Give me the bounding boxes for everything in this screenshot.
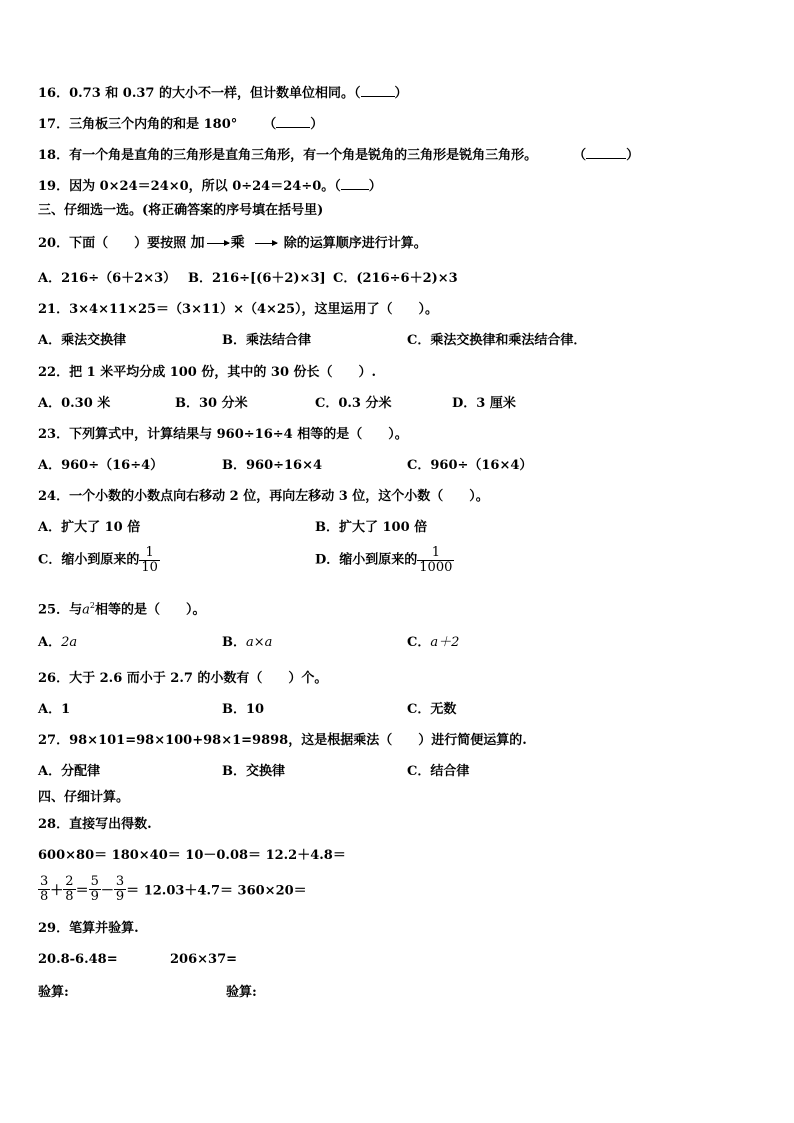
q29-expression-1: 20.8-6.48= bbox=[38, 952, 118, 967]
answer-blank[interactable] bbox=[341, 177, 369, 190]
fraction: $\frac{1}{10}$ bbox=[141, 545, 158, 575]
q26-option-b[interactable]: B．10 bbox=[222, 702, 265, 717]
q25-option-b[interactable]: B．a×a bbox=[222, 635, 273, 650]
question-22: 22．把 1 米平均分成 100 份，其中的 30 份长（ ）. bbox=[38, 365, 377, 380]
question-18: 18．有一个角是直角的三角形是直角三角形，有一个角是锐角的三角形是锐角三角形。 （ ） bbox=[38, 148, 640, 163]
q27-option-a[interactable]: A．分配律 bbox=[38, 764, 101, 779]
question-16: 16．0.73 和 0.37 的大小不一样，但计数单位相同。（ ） bbox=[38, 86, 408, 101]
question-17: 17．三角板三个内角的和是 180° （ ） bbox=[38, 117, 324, 132]
question-24: 24．一个小数的小数点向右移动 2 位，再向左移动 3 位，这个小数（ ）。 bbox=[38, 489, 489, 504]
question-23: 23．下列算式中，计算结果与 960÷16÷4 相等的是（ ）。 bbox=[38, 427, 408, 442]
q25-option-a[interactable]: A．2a bbox=[38, 635, 78, 650]
question-27: 27．98×101=98×100+98×1=9898，这是根据乘法（ ）进行简便运算的. bbox=[38, 733, 527, 748]
fraction: $\frac{3}{9}$ bbox=[115, 874, 125, 904]
fraction: $\frac{1}{1000}$ bbox=[419, 545, 453, 575]
q22-option-c[interactable]: C．0.3 分米 bbox=[315, 396, 392, 411]
q26-option-c[interactable]: C．无数 bbox=[407, 702, 457, 717]
arrow-icon bbox=[255, 243, 277, 244]
q29-expression-2: 206×37= bbox=[170, 952, 238, 967]
q24-option-a[interactable]: A．扩大了 10 倍 bbox=[38, 520, 141, 535]
q27-option-c[interactable]: C．结合律 bbox=[407, 764, 470, 779]
q22-option-d[interactable]: D．3 厘米 bbox=[452, 396, 516, 411]
q28-row-1: 600×80＝ 180×40＝ 10－0.08＝ 12.2＋4.8＝ bbox=[38, 848, 346, 863]
answer-blank[interactable] bbox=[586, 146, 626, 159]
q27-option-b[interactable]: B．交换律 bbox=[222, 764, 285, 779]
q29-check-label-1: 验算: bbox=[38, 985, 69, 1000]
operation-order-diagram: 加 乘 bbox=[191, 235, 280, 252]
q21-option-c[interactable]: C．乘法交换律和乘法结合律． bbox=[407, 333, 587, 348]
q21-option-b[interactable]: B．乘法结合律 bbox=[222, 333, 311, 348]
q24-option-b[interactable]: B．扩大了 100 倍 bbox=[315, 520, 428, 535]
q21-option-a[interactable]: A．乘法交换律 bbox=[38, 333, 127, 348]
question-29: 29．笔算并验算. bbox=[38, 921, 139, 936]
question-28: 28．直接写出得数. bbox=[38, 817, 152, 832]
question-21: 21．3×4×11×25＝（3×11）×（4×25），这里运用了（ ）。 bbox=[38, 302, 438, 317]
q22-option-a[interactable]: A．0.30 米 bbox=[38, 396, 111, 411]
answer-blank[interactable] bbox=[361, 84, 395, 97]
question-20: 20．下面（ ）要按照 加 乘 除的运算顺序进行计算。 bbox=[38, 235, 427, 251]
fraction: $\frac{3}{8}$ bbox=[40, 874, 49, 904]
q20-option-b[interactable]: B．216÷[(6＋2)×3] bbox=[188, 271, 326, 286]
q26-option-a[interactable]: A．1 bbox=[38, 702, 71, 717]
q20-option-c[interactable]: C．(216÷6＋2)×3 bbox=[333, 271, 458, 286]
q24-option-c[interactable]: C．缩小到原来的 $\frac{1}{10}$ bbox=[38, 545, 158, 575]
section-4-heading: 四、仔细计算。 bbox=[38, 790, 130, 805]
question-19: 19．因为 0×24＝24×0，所以 0÷24＝24÷0。（ ） bbox=[38, 179, 382, 194]
answer-blank[interactable] bbox=[276, 115, 310, 128]
q22-option-b[interactable]: B．30 分米 bbox=[175, 396, 248, 411]
q24-option-d[interactable]: D．缩小到原来的 $\frac{1}{1000}$ bbox=[315, 545, 453, 575]
q28-row-2: $\frac{3}{8}$ ＋ $\frac{2}{8}$ ＝ $\frac{5}{9}$ － $\frac{3}{9}$ ＝ 12.03＋4.7＝ 360×20＝ bbox=[40, 874, 307, 904]
fraction: $\frac{5}{9}$ bbox=[90, 874, 99, 904]
q29-check-label-2: 验算: bbox=[226, 985, 257, 1000]
section-3-heading: 三、仔细选一选。(将正确答案的序号填在括号里) bbox=[38, 203, 324, 218]
question-26: 26．大于 2.6 而小于 2.7 的小数有（ ）个。 bbox=[38, 671, 328, 686]
q23-option-a[interactable]: A．960÷（16÷4） bbox=[38, 458, 164, 473]
question-25: 25．与$a^2$相等的是（ ）。 bbox=[38, 601, 206, 618]
q23-option-c[interactable]: C．960÷（16×4） bbox=[407, 458, 533, 473]
q25-option-c[interactable]: C．a＋2 bbox=[407, 635, 460, 650]
q20-option-a[interactable]: A．216÷（6＋2×3） bbox=[38, 271, 177, 286]
arrow-icon bbox=[207, 243, 229, 244]
fraction: $\frac{2}{8}$ bbox=[65, 874, 74, 904]
q23-option-b[interactable]: B．960÷16×4 bbox=[222, 458, 323, 473]
